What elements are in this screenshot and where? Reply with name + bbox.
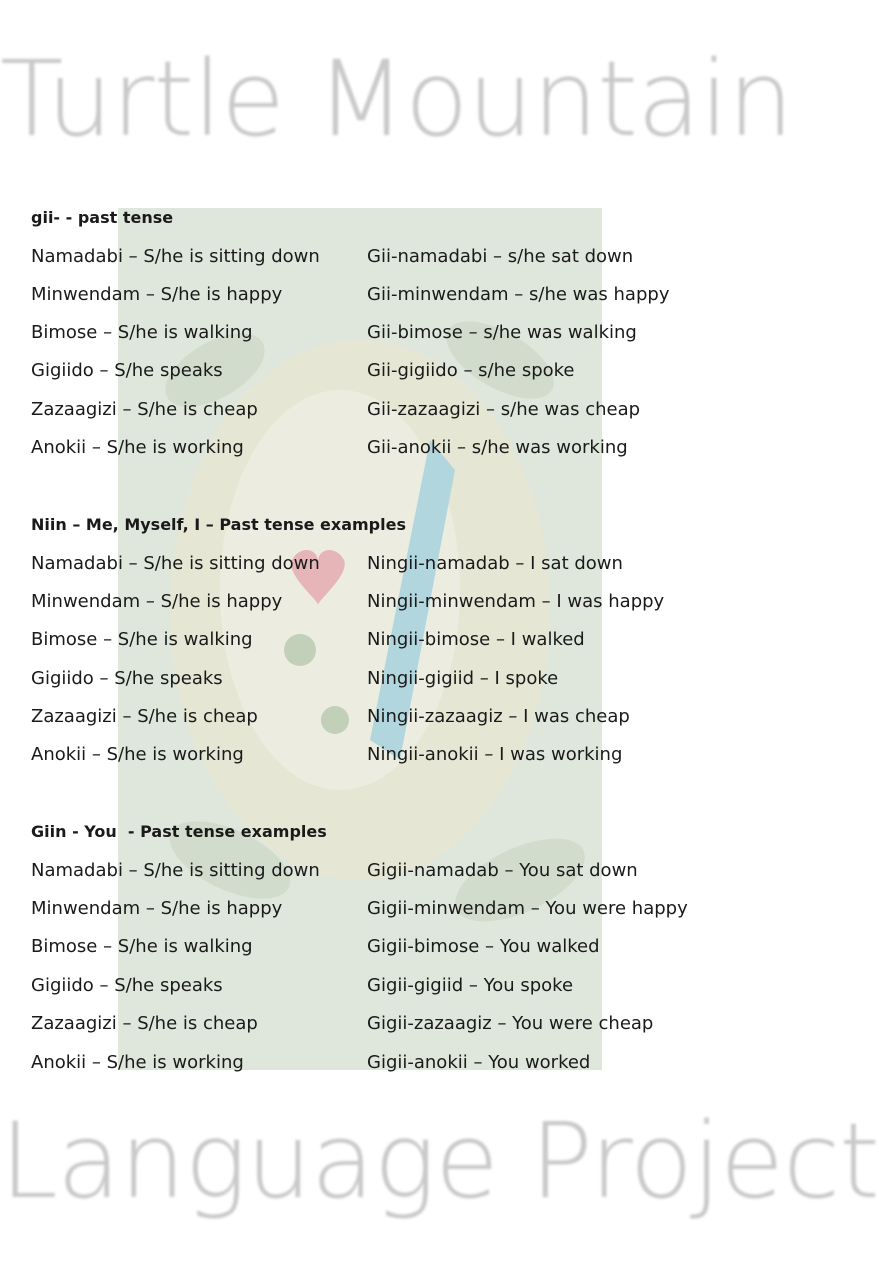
table-row: [31, 360, 701, 384]
section-heading: Niin – Me, Myself, I – Past tense examples: [31, 515, 406, 534]
past-form: Gii-bimose – s/he was walking: [367, 322, 637, 343]
present-form: Namadabi – S/he is sitting down: [31, 860, 320, 881]
watermark-top-title: Turtle Mountain: [0, 38, 793, 160]
past-form: Ningii-gigiid – I spoke: [367, 668, 559, 689]
present-form: Namadabi – S/he is sitting down: [31, 553, 320, 574]
table-row: [31, 860, 701, 884]
present-form: Minwendam – S/he is happy: [31, 591, 283, 612]
past-form: Gigii-gigiid – You spoke: [367, 975, 574, 996]
table-row: [31, 629, 701, 653]
past-form: Gigii-namadab – You sat down: [367, 860, 638, 881]
table-row: [31, 1052, 701, 1076]
past-form: Gigii-bimose – You walked: [367, 936, 600, 957]
table-row: [31, 437, 701, 461]
past-form: Gii-zazaagizi – s/he was cheap: [367, 399, 641, 420]
watermark-bottom-title: Language Project: [0, 1100, 879, 1222]
present-form: Zazaagizi – S/he is cheap: [31, 706, 258, 727]
table-row: [31, 898, 701, 922]
past-form: Ningii-bimose – I walked: [367, 629, 585, 650]
present-form: Gigiido – S/he speaks: [31, 668, 223, 689]
past-form: Gigii-anokii – You worked: [367, 1052, 591, 1073]
present-form: Bimose – S/he is walking: [31, 629, 253, 650]
present-form: Zazaagizi – S/he is cheap: [31, 399, 258, 420]
past-form: Gii-namadabi – s/he sat down: [367, 246, 634, 267]
section-heading: gii- - past tense: [31, 208, 174, 227]
past-form: Gii-minwendam – s/he was happy: [367, 284, 670, 305]
table-row: [31, 399, 701, 423]
present-form: Anokii – S/he is working: [31, 1052, 244, 1073]
present-form: Gigiido – S/he speaks: [31, 975, 223, 996]
section-heading: Giin - You - Past tense examples: [31, 822, 327, 841]
present-form: Anokii – S/he is working: [31, 437, 244, 458]
past-form: Gigii-minwendam – You were happy: [367, 898, 688, 919]
table-row: [31, 284, 701, 308]
present-form: Gigiido – S/he speaks: [31, 360, 223, 381]
past-form: Ningii-zazaagiz – I was cheap: [367, 706, 630, 727]
past-form: Ningii-namadab – I sat down: [367, 553, 623, 574]
past-form: Ningii-minwendam – I was happy: [367, 591, 665, 612]
table-row: [31, 1013, 701, 1037]
past-form: Gii-gigiido – s/he spoke: [367, 360, 575, 381]
table-row: [31, 591, 701, 615]
table-row: [31, 975, 701, 999]
past-form: Gii-anokii – s/he was working: [367, 437, 628, 458]
table-row: [31, 246, 701, 270]
present-form: Zazaagizi – S/he is cheap: [31, 1013, 258, 1034]
past-form: Gigii-zazaagiz – You were cheap: [367, 1013, 654, 1034]
present-form: Minwendam – S/he is happy: [31, 284, 283, 305]
table-row: [31, 744, 701, 768]
present-form: Bimose – S/he is walking: [31, 322, 253, 343]
table-row: [31, 322, 701, 346]
table-row: [31, 936, 701, 960]
present-form: Bimose – S/he is walking: [31, 936, 253, 957]
table-row: [31, 668, 701, 692]
past-form: Ningii-anokii – I was working: [367, 744, 623, 765]
table-row: [31, 706, 701, 730]
present-form: Anokii – S/he is working: [31, 744, 244, 765]
present-form: Namadabi – S/he is sitting down: [31, 246, 320, 267]
present-form: Minwendam – S/he is happy: [31, 898, 283, 919]
table-row: [31, 553, 701, 577]
